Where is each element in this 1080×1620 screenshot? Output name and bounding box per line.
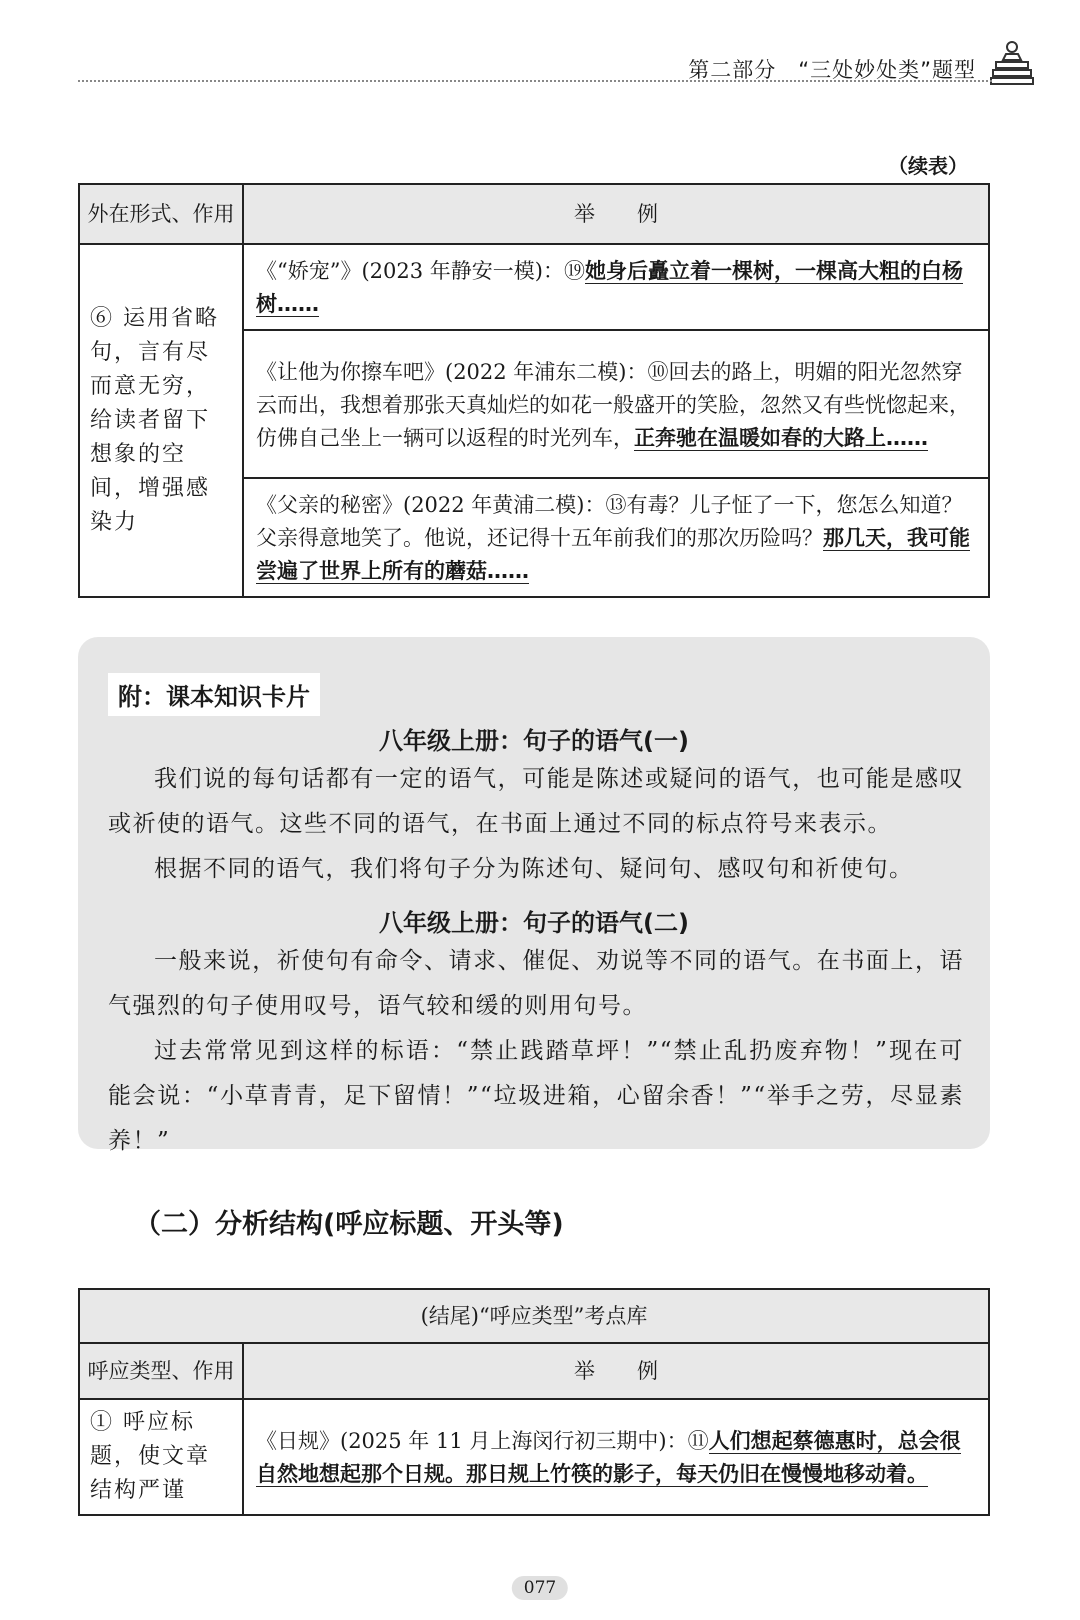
form-description: ⑥ 运用省略句，言有尽而意无穷，给读者留下想象的空间，增强感染力 bbox=[79, 244, 243, 597]
knowledge-card bbox=[78, 637, 990, 1154]
example-emphasis: 人们想起蔡德惠时，总会很自然地想起那个日规。那日规上竹筷的影子，每天仍旧在慢慢地移动着。 bbox=[256, 1429, 961, 1486]
card-tag: 附：课本知识卡片 bbox=[108, 673, 320, 716]
card-paragraph: 一般来说，祈使句有命令、请求、催促、劝说等不同的语气。在书面上，语气强烈的句子使用叹号，语气较和缓的则用句号。 bbox=[108, 948, 964, 1019]
card-heading: 八年级上册：句子的语气(一) bbox=[379, 727, 689, 755]
expression-table bbox=[78, 183, 990, 598]
table-caption: (结尾)“呼应类型”考点库 bbox=[79, 1289, 989, 1343]
header-divider bbox=[78, 80, 992, 82]
example-emphasis: 那几天，我可能尝遍了世界上所有的蘑菇…… bbox=[256, 526, 970, 583]
col-header-form: 外在形式、作用 bbox=[79, 184, 243, 244]
col-header-type: 呼应类型、作用 bbox=[79, 1343, 243, 1399]
example-cell bbox=[243, 478, 989, 597]
continued-label: （续表） bbox=[888, 154, 968, 178]
echo-table bbox=[78, 1288, 990, 1516]
example-source: 《让他为你擦车吧》(2022 年浦东二模)：⑩回去的路上，明媚的阳光忽然穿云而出，我想着那张天真灿烂的如花一般盛开的笑脸，忽然又有些恍惚起来，仿佛自己坐上一辆可以返程的时光列车， bbox=[256, 359, 970, 450]
example-emphasis: 她身后矗立着一棵树，一棵高大粗的白杨树…… bbox=[256, 259, 963, 316]
col-header-example: 举 例 bbox=[243, 184, 989, 244]
running-header: 第二部分 “三处妙处类”题型 bbox=[688, 58, 976, 82]
page-number: 077 bbox=[512, 1576, 568, 1600]
card-heading: 八年级上册：句子的语气(二) bbox=[379, 909, 689, 937]
example-cell bbox=[243, 244, 989, 330]
example-source: 《父亲的秘密》(2022 年黄浦二模)：⑬有毒？儿子怔了一下，您怎么知道？父亲得意地笑了。他说，还记得十五年前我们的那次历险吗？ bbox=[256, 493, 963, 550]
col-header-example: 举 例 bbox=[243, 1343, 989, 1399]
example-emphasis: 正奔驰在温暖如春的大路上…… bbox=[634, 425, 928, 450]
echo-type-description: ① 呼应标题，使文章结构严谨 bbox=[79, 1399, 243, 1515]
section-title: （二）分析结构(呼应标题、开头等) bbox=[134, 1209, 564, 1240]
card-paragraph: 根据不同的语气，我们将句子分为陈述句、疑问句、感叹句和祈使句。 bbox=[154, 856, 914, 882]
example-cell bbox=[243, 1399, 989, 1515]
book-stack-icon bbox=[988, 38, 1036, 86]
example-source: 《日规》(2025 年 11 月上海闵行初三期中)：⑪ bbox=[256, 1429, 709, 1453]
card-paragraph: 我们说的每句话都有一定的语气，可能是陈述或疑问的语气，也可能是感叹或祈使的语气。这些不同的语气，在书面上通过不同的标点符号来表示。 bbox=[108, 766, 964, 837]
example-source: 《“娇宠”》(2023 年静安一模)：⑲ bbox=[256, 259, 585, 283]
card-paragraph: 过去常常见到这样的标语：“禁止践踏草坪！”“禁止乱扔废弃物！”现在可能会说：“小草青青，足下留情！”“垃圾进箱，心留余香！”“举手之劳，尽显素养！” bbox=[108, 1038, 964, 1154]
example-cell bbox=[243, 330, 989, 478]
